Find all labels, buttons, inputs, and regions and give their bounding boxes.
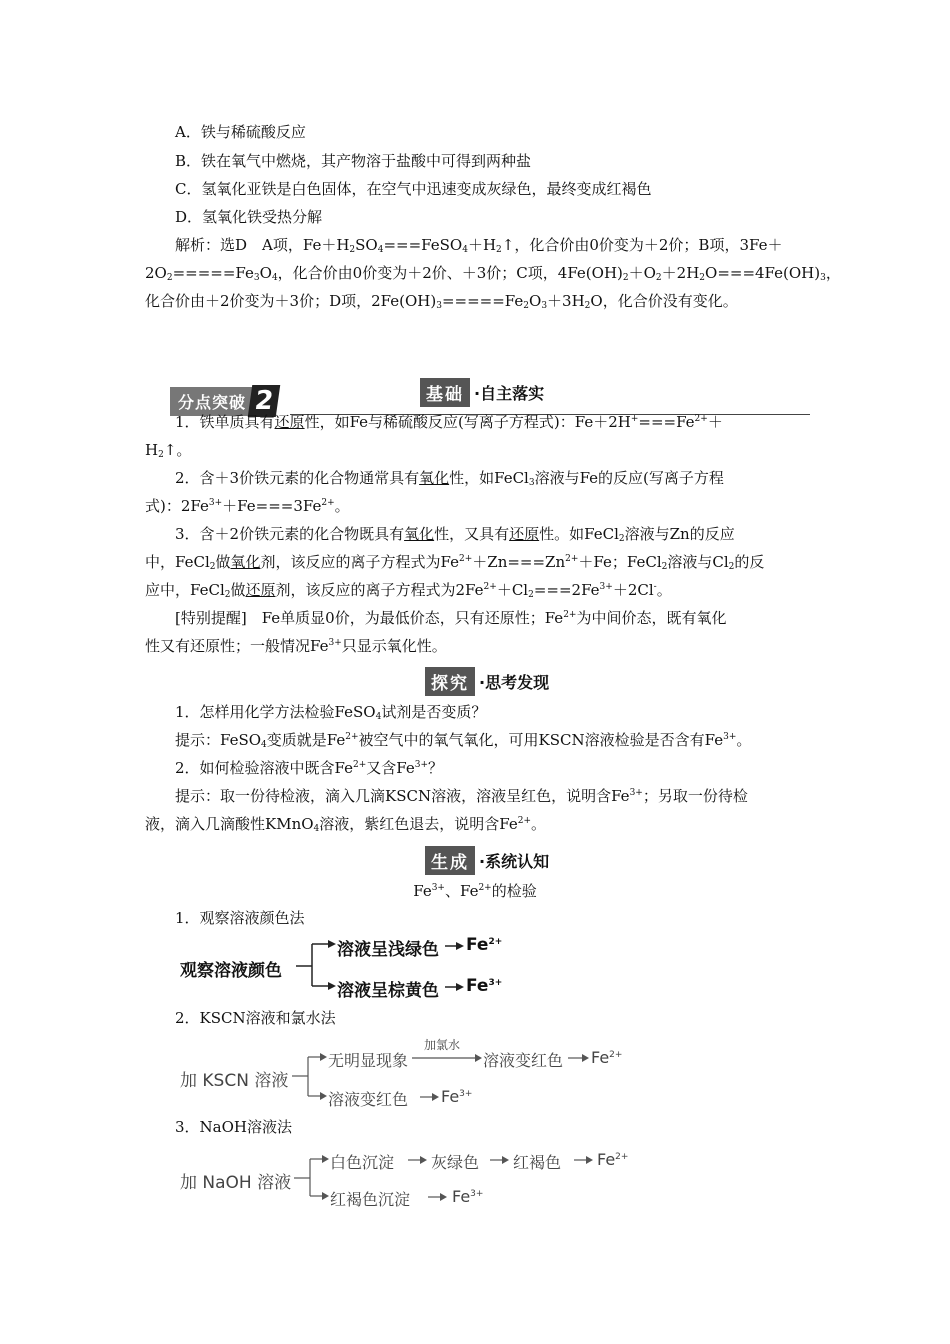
analysis-line-1: 解析：选D A项，$Fe+H_2SO_4===FeSO_4+H_2↑$，化合价由0价变为＋2价；B项，3Fe＋ (175, 236, 783, 255)
basics-p3-line1: 3．含＋2价铁元素的化合物既具有氧化性，又具有还原性。如FeCl$_2$溶液与Zn的反应 (175, 525, 735, 544)
explore-a2-line1: 提示：取一份待检液，滴入几滴KSCN溶液，溶液呈红色，说明含$Fe^{3+}$；另取一份待检 (175, 787, 748, 805)
option-a: A．铁与稀硫酸反应 (175, 123, 306, 141)
tip-line2: 性又有还原性；一般情况$Fe^{3+}$只显示氧化性。 (145, 637, 447, 655)
analysis-line-3: 化合价由＋2价变为＋3价；D项，$2Fe(OH)_3=====Fe_2O_3+3H_2O$，化合价没有变化。 (145, 292, 738, 311)
diagram-2-arrow-label: 加氯水 (424, 1038, 461, 1052)
header-tanjiu-text: ·思考发现 (479, 673, 550, 692)
analysis-line-2: $2O_2=====Fe_3O_4$，化合价由0价变为＋2价、＋3价；C项，$4Fe(OH)_2+O_2+2H_2O===4Fe(OH)_3$， (145, 264, 841, 283)
option-c: C．氢氧化亚铁是白色固体，在空气中迅速变成灰绿色，最终变成红褐色 (175, 180, 652, 198)
diagram-2-start: 加 KSCN 溶液 (180, 1071, 289, 1091)
diagram-1-branch-1: 溶液呈浅绿色 (337, 940, 439, 960)
method-3-title: 3．NaOH溶液法 (175, 1118, 292, 1136)
header-jichu-text: ·自主落实 (474, 384, 545, 403)
option-b: B．铁在氧气中燃烧，其产物溶于盐酸中可得到两种盐 (175, 152, 532, 170)
option-d: D．氢氧化铁受热分解 (175, 208, 323, 226)
diagram-3-result-2: $Fe^{3+}$ (452, 1187, 484, 1206)
basics-p1-line1: 1．铁单质具有还原性，如Fe与稀硫酸反应(写离子方程式)：$Fe+2H^+===Fe^{2+}+$ (175, 413, 723, 431)
system-title: $Fe^{3+}$、$Fe^{2+}$的检验 (413, 882, 537, 900)
diagram-2-branch-2: 溶液变红色 (328, 1090, 409, 1109)
basics-p3-line2: 中，FeCl$_2$做氧化剂，该反应的离子方程式为$Fe^{2+}+Zn===Zn^{2+}+Fe$；FeCl$_2$溶液与$Cl_2$的反 (145, 553, 765, 572)
header-shengcheng-box: 生成 (425, 846, 475, 875)
tip-line1: [特别提醒] Fe单质显0价，为最低价态，只有还原性；$Fe^{2+}$为中间价态，既有氧化 (175, 609, 727, 627)
explore-a1: 提示：FeSO$_4$变质就是$Fe^{2+}$被空气中的氧气氧化，可用KSCN溶液检验是否含有$Fe^{3+}$。 (175, 731, 752, 750)
diagram-1-start: 观察溶液颜色 (180, 961, 282, 981)
method-2-title: 2．KSCN溶液和氯水法 (175, 1009, 336, 1027)
diagram-3-branch-1a: 白色沉淀 (330, 1153, 395, 1172)
header-shengcheng-text: ·系统认知 (479, 852, 550, 871)
diagram-3-branch-1c: 红褐色 (513, 1153, 562, 1172)
basics-p1-line2: $H_2↑$。 (145, 441, 192, 460)
diagram-2-result-1: $Fe^{2+}$ (591, 1048, 623, 1067)
explore-q2: 2．如何检验溶液中既含$Fe^{2+}$又含$Fe^{3+}$？ (175, 759, 444, 777)
diagram-3-branch-1b: 灰绿色 (431, 1153, 480, 1172)
diagram-3-start: 加 NaOH 溶液 (180, 1173, 292, 1193)
diagram-1-branch-2: 溶液呈棕黄色 (337, 981, 439, 1001)
diagram-3-branch-2: 红褐色沉淀 (330, 1190, 411, 1209)
diagram-2-branch-1a: 无明显现象 (328, 1051, 409, 1070)
diagram-2-result-2: $Fe^{3+}$ (441, 1087, 473, 1106)
section-badge-text: 分点突破 (170, 387, 254, 416)
method-1-title: 1．观察溶液颜色法 (175, 909, 305, 927)
diagram-3-result-1: $Fe^{2+}$ (597, 1150, 629, 1169)
header-jichu-box: 基础 (420, 378, 470, 407)
diagram-1-result-1: $Fe^{2+}$ (466, 935, 503, 955)
header-tanjiu-box: 探究 (425, 667, 475, 696)
diagram-2-branch-1b: 溶液变红色 (483, 1051, 564, 1070)
explore-q1: 1．怎样用化学方法检验FeSO$_4$试剂是否变质？ (175, 703, 487, 722)
section-badge-number: 2 (248, 385, 280, 417)
basics-p3-line3: 应中，FeCl$_2$做还原剂，该反应的离子方程式为$2Fe^{2+}+Cl_2===2Fe^{3+}+2Cl^-$。 (145, 581, 672, 600)
diagram-1-result-2: $Fe^{3+}$ (466, 976, 503, 996)
basics-p2-line1: 2．含＋3价铁元素的化合物通常具有氧化性，如FeCl$_3$溶液与Fe的反应(写离子方程 (175, 469, 724, 488)
basics-p2-line2: 式)：$2Fe^{3+}+Fe===3Fe^{2+}$。 (145, 497, 350, 515)
explore-a2-line2: 液，滴入几滴酸性KMnO$_4$溶液，紫红色退去，说明含$Fe^{2+}$。 (145, 815, 547, 834)
